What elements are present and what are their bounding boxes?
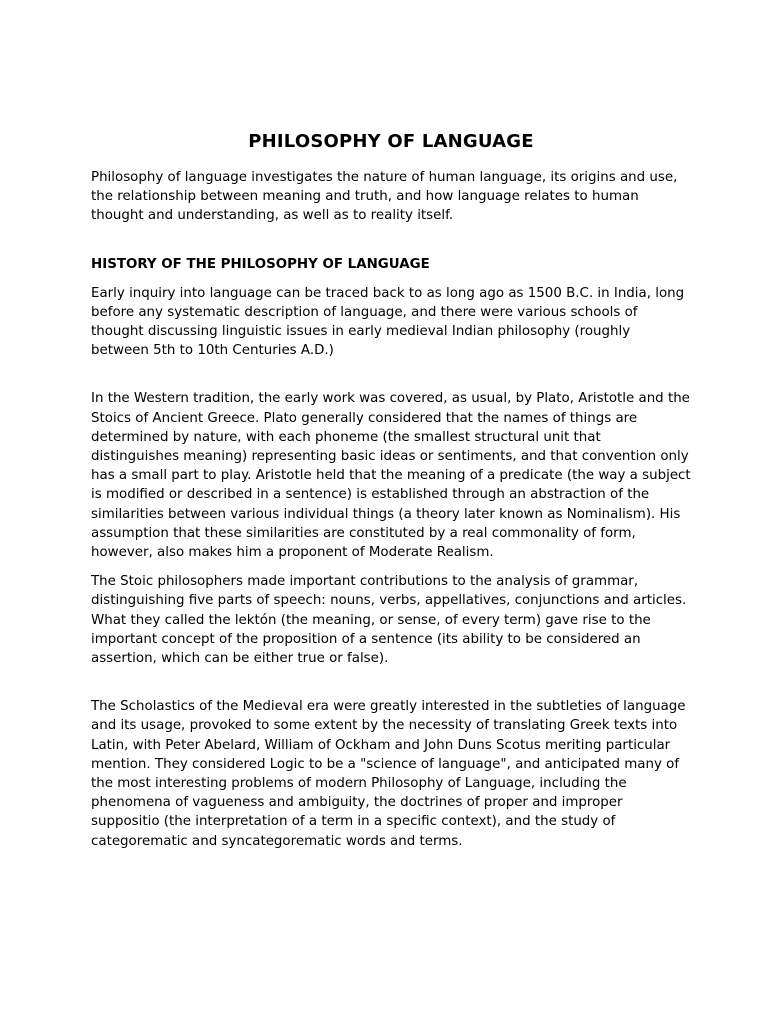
intro-paragraph: Philosophy of language investigates the nature of human language, its origins and use, the relationship between meaning and truth, and how language relates to human thought and understanding, as well as to reality itself. [91, 170, 678, 224]
spacer [91, 562, 691, 572]
spacer [91, 668, 691, 697]
spacer [91, 360, 691, 389]
spacer [91, 226, 691, 255]
paragraph-scholastics: The Scholastics of the Medieval era were greatly interested in the subtleties of language and its usage, provoked to some extent by the necessity of translating Greek texts into Latin, with Peter Abelard, William of Ockham and John Duns Scotus meriting particular mention. They considered Logic to be a "science of language", and anticipated many of the most interesting problems of modern Philosophy of Language, including the phenomena of vagueness and ambiguity, the doctrines of proper and improper suppositio (the interpretation of a term in a specific context), and the study of categorematic and syncategorematic words and terms. [91, 699, 686, 849]
document-body [91, 130, 691, 851]
page-title: PHILOSOPHY OF LANGUAGE [248, 131, 534, 152]
paragraph-early-inquiry: Early inquiry into language can be traced back to as long ago as 1500 B.C. in India, long before any systematic description of language, and there were various schools of thought discussing linguistic issues in early medieval Indian philosophy (roughly between 5th to 10th Centuries A.D.) [91, 285, 685, 359]
paragraph-stoic-philosophers: The Stoic philosophers made important contributions to the analysis of grammar, distinguishing five parts of speech: nouns, verbs, appellatives, conjunctions and articles. What they called the lektón (the meaning, or sense, of every term) gave rise to the important concept of the proposition of a sentence (its ability to be considered an assertion, which can be either true or false). [91, 574, 687, 667]
section-heading: HISTORY OF THE PHILOSOPHY OF LANGUAGE [91, 256, 430, 272]
paragraph-western-tradition: In the Western tradition, the early work was covered, as usual, by Plato, Aristotle and the Stoics of Ancient Greece. Plato generally considered that the names of things are determined by nature, with each phoneme (the smallest structural unit that distinguishes meaning) representing basic ideas or sentiments, and that convention only has a small part to play. Aristotle held that the meaning of a predicate (the way a subject is modified or described in a sentence) is established through an abstraction of the similarities between various individual things (a theory later known as Nominalism). His assumption that these similarities are constituted by a real commonality of form, however, also makes him a proponent of Moderate Realism. [91, 391, 691, 561]
spacer [91, 274, 691, 284]
